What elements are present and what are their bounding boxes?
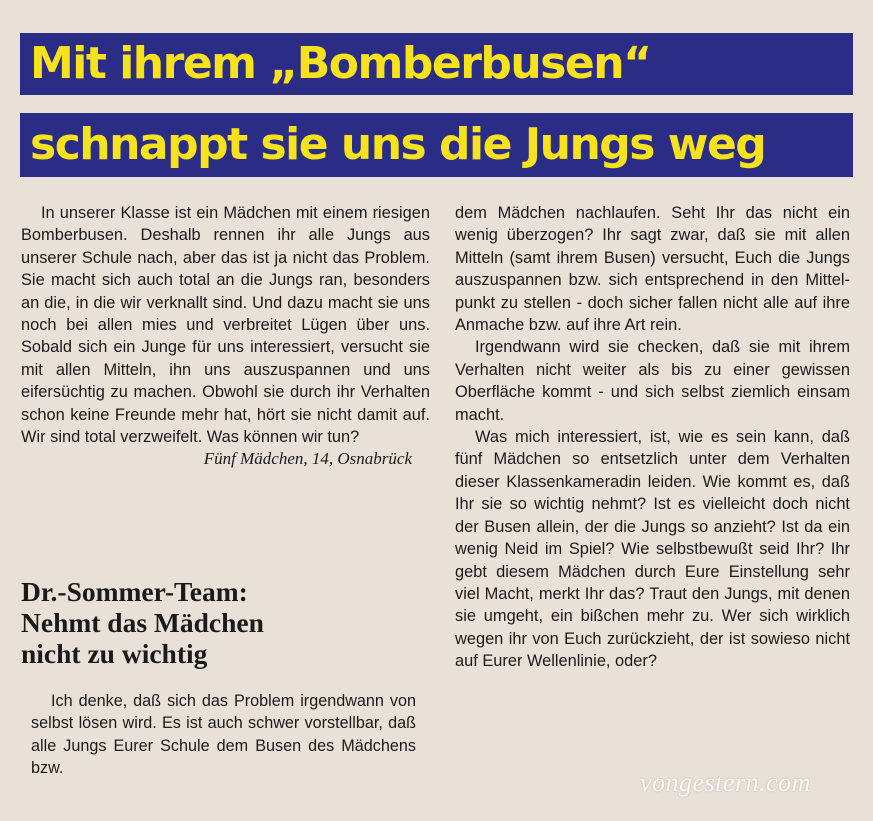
- reply-heading-line-1: Dr.-Sommer-Team:: [21, 576, 248, 607]
- letter-signature: Fünf Mädchen, 14, Osnabrück: [203, 449, 412, 469]
- reply-paragraph-1-end: dem Mädchen nachlaufen. Seht Ihr das nicht ein wenig überzogen? Ihr sagt zwar, daß sie mit allen Mitteln (samt ihrem Busen) versucht, Euch die Jungs auszuspannen bzw. sich entsprechend in den Mittelpunkt zu stellen - doch sicher fallen nicht alle auf ihre Anmache bzw. auf ihre Art rein.: [455, 204, 850, 335]
- reader-letter: [21, 202, 430, 471]
- reply-heading-line-2: Nehmt das Mädchen: [21, 607, 264, 638]
- reply-paragraph-1-start: Ich denke, daß sich das Problem irgendwann von selbst lösen wird. Es ist auch schwer vorstellbar, daß alle Jungs Eurer Schule dem Busen des Mädchens bzw.: [31, 692, 416, 778]
- headline-line-2: schnappt sie uns die Jungs weg: [20, 113, 853, 177]
- reply-paragraph-3: Was mich interessiert, ist, wie es sein kann, daß fünf Mädchen so entsetzlich unter dem Verhalten dieser Klassenkameradin leiden. Wie kommt es, daß Ihr sie so wichtig nehmt? Ist es vielleicht doch nicht der Busen allein, der die Jungs so anzieht? Ist da ein wenig Neid im Spiel? Wie selbstbewußt seid Ihr? Ihr gebt diesem Mädchen durch Eure Einstellung sehr viel Macht, merkt Ihr das? Traut den Jungs, mit denen sie umgeht, ein bißchen mehr zu. Wer sich wirklich wegen ihr von Euch zurückzieht, der ist sowieso nicht auf Eurer Wellenlinie, oder?: [455, 428, 850, 671]
- reply-heading: [21, 576, 430, 669]
- reply-heading-line-3: nicht zu wichtig: [21, 638, 208, 669]
- reply-paragraph-2: Irgendwann wird sie checken, daß sie mit ihrem Verhalten nicht weiter als bis zu einer gewissen Oberfläche kommt - und sich selbst ziemlich einsam macht.: [455, 338, 850, 424]
- reply-column-left: [31, 690, 416, 780]
- reply-column-right: [455, 202, 850, 673]
- watermark: vongestern.com: [640, 768, 811, 797]
- letter-paragraph: In unserer Klasse ist ein Mädchen mit einem riesigen Bomberbusen. Deshalb rennen ihr alle Jungs aus unserer Schule nach, aber das ist ja nicht das Problem. Sie macht sich auch total an die Jungs ran, besonders an die, in die wir verknallt sind. Und dazu macht sie uns noch bei allen mies und verbreitet Lügen über uns. Sobald sich ein Junge für uns interessiert, versucht sie mit allen Mitteln, ihn uns auszuspannen und uns eifersüchtig zu machen. Obwohl sie durch ihr Verhalten schon keine Freunde mehr hat, hört sie nicht damit auf. Wir sind total verzweifelt. Was können wir tun? Fünf Mädchen, 14, Osnabrück: [21, 202, 430, 448]
- headline-line-1: Mit ihrem „Bomberbusen“: [20, 33, 853, 95]
